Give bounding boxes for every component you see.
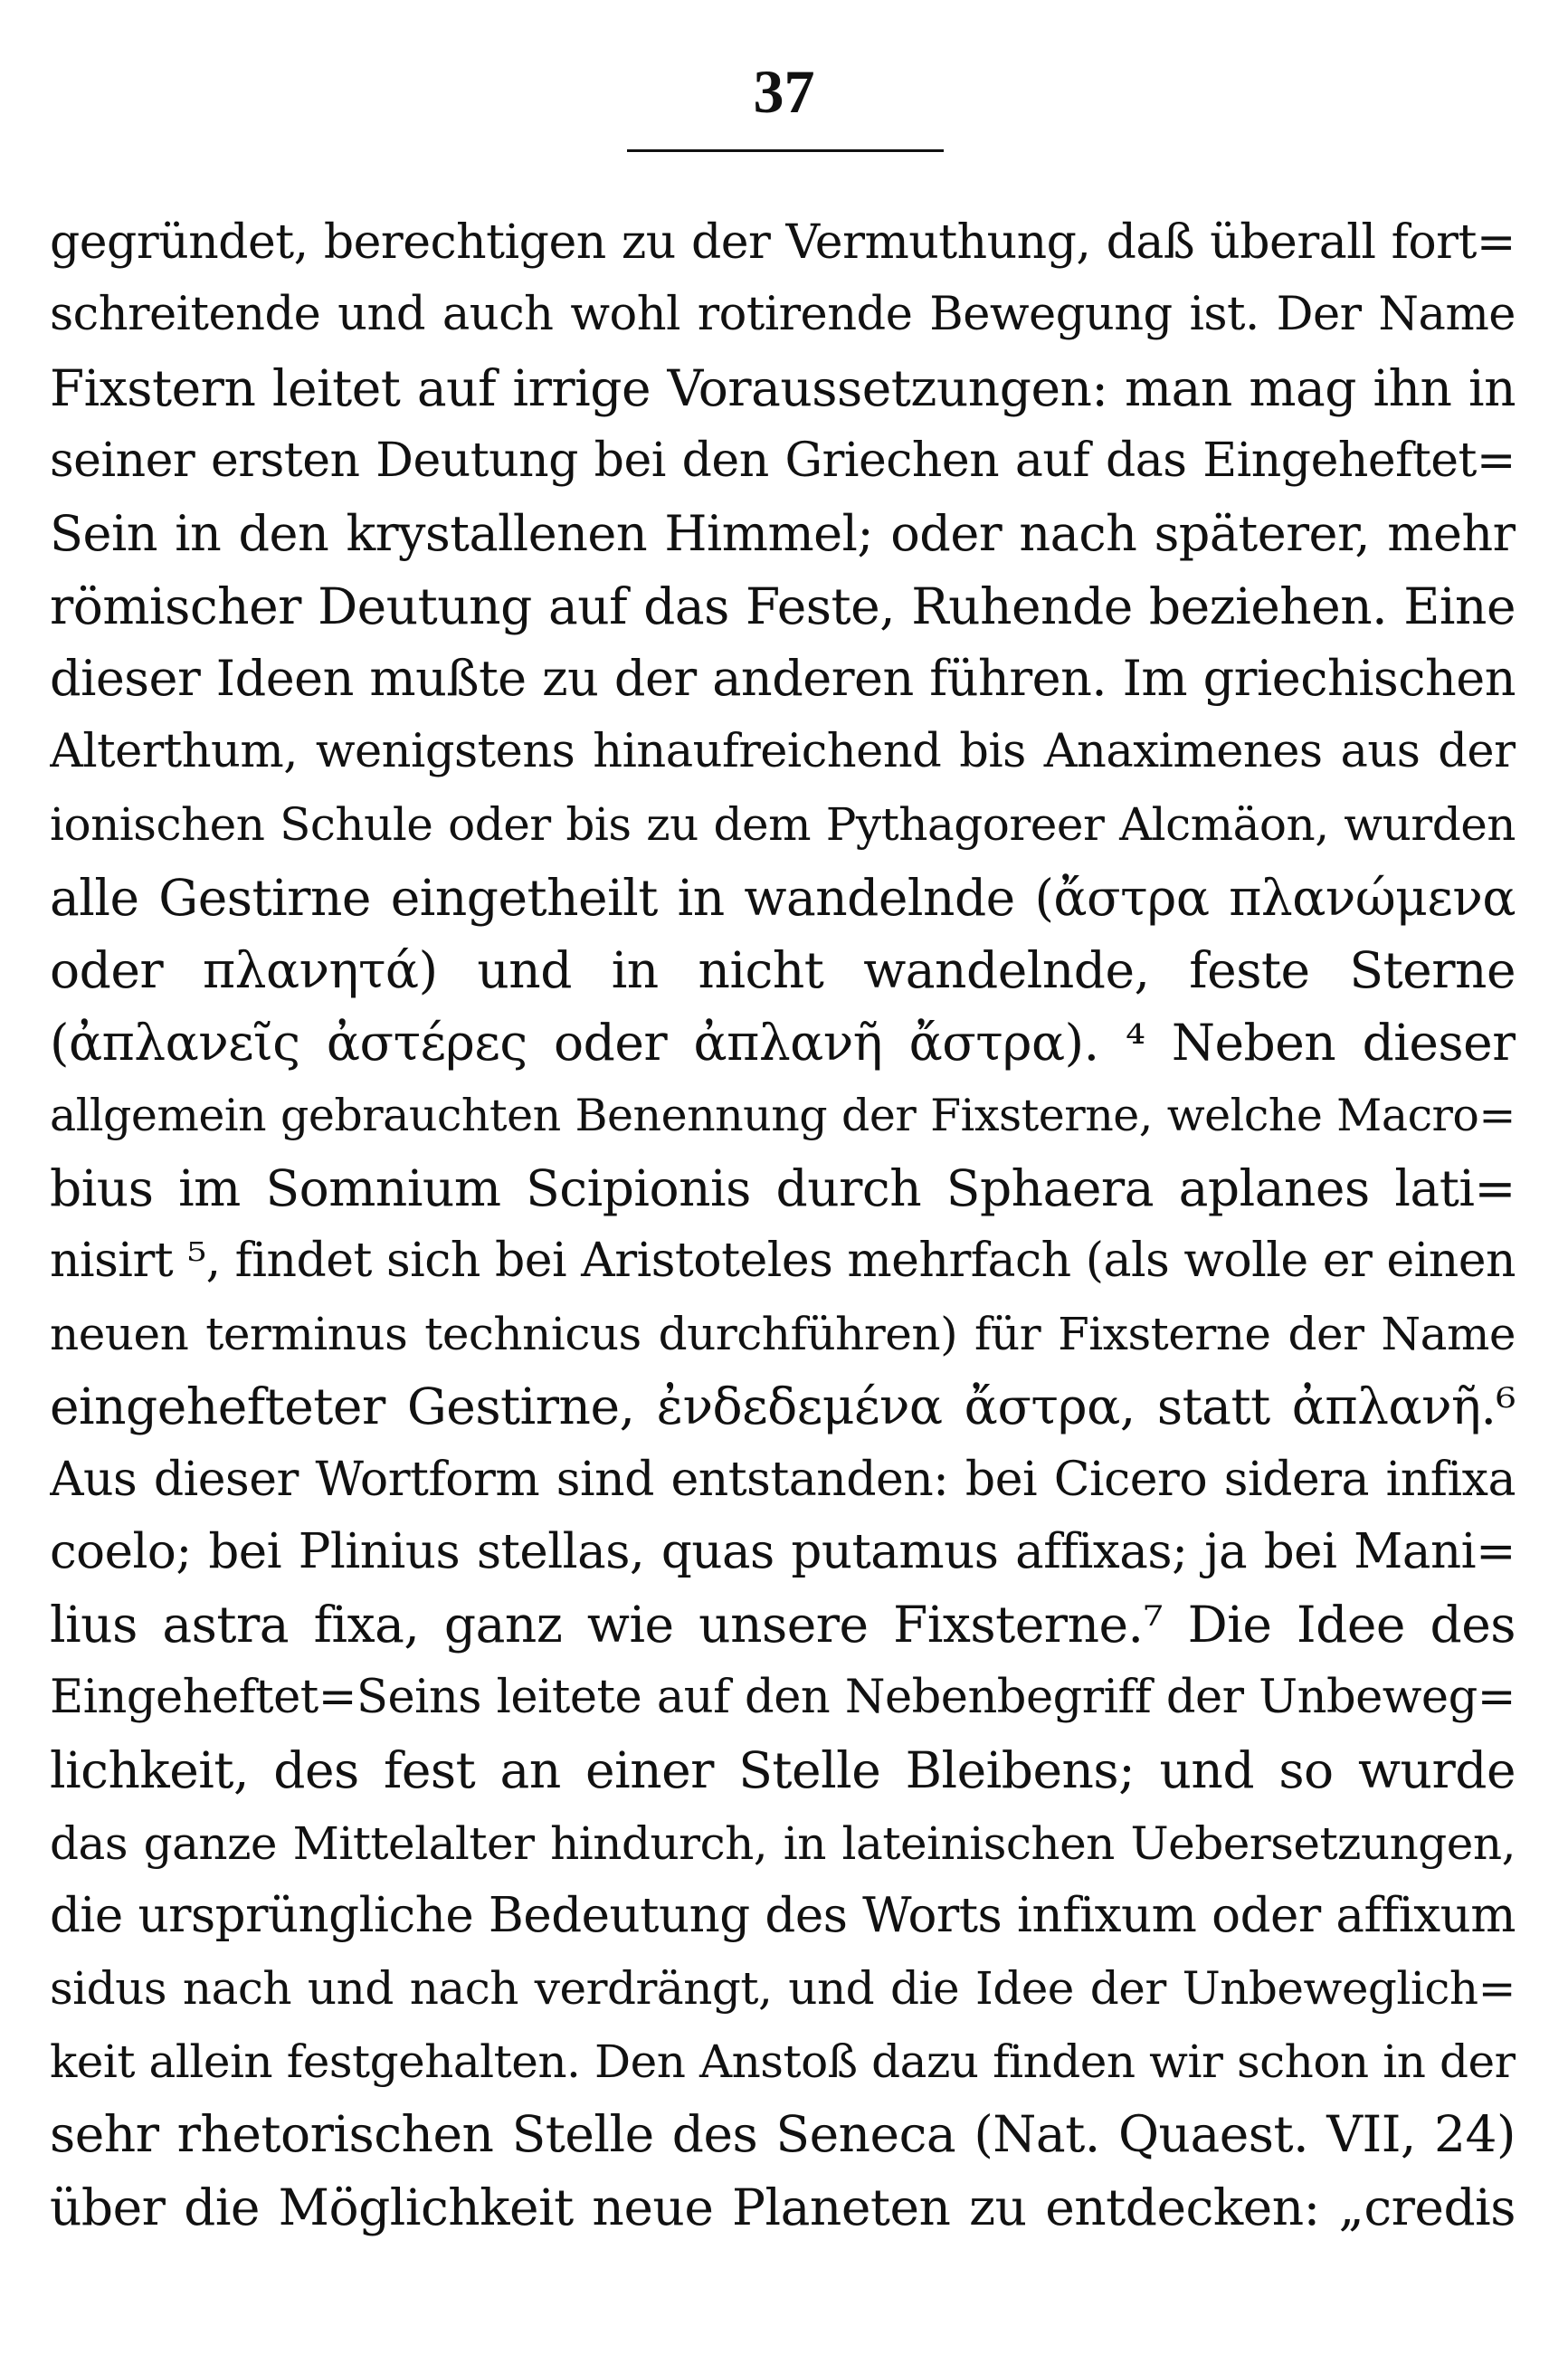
- text-line: bius im Somnium Scipionis durch Sphaera aplanes lati=: [50, 1159, 1516, 1218]
- text-line: Eingeheftet=Seins leitete auf den Nebenbegriff der Unbeweg=: [50, 1670, 1516, 1724]
- header-rule: [627, 149, 944, 152]
- text-line: ionischen Schule oder bis zu dem Pythagoreer Alcmäon, wurden: [50, 798, 1516, 852]
- text-line: (ἀπλανεῖς ἀστέρες oder ἀπλανῆ ἄστρα). ⁴ Neben dieser: [50, 1014, 1516, 1072]
- text-line: nisirt ⁵, findet sich bei Aristoteles mehrfach (als wolle er einen: [50, 1234, 1516, 1289]
- text-line: gegründet, berechtigen zu der Vermuthung, daß überall fort=: [50, 215, 1516, 270]
- text-line: römischer Deutung auf das Feste, Ruhende beziehen. Eine: [50, 577, 1516, 635]
- text-line: über die Möglichkeit neue Planeten zu entdecken: „credis: [50, 2178, 1516, 2236]
- text-line: coelo; bei Plinius stellas, quas putamus affixas; ja bei Mani=: [50, 1524, 1516, 1580]
- text-line: neuen terminus technicus durchführen) für Fixsterne der Name: [50, 1307, 1516, 1360]
- text-line: keit allein festgehalten. Den Anstoß dazu finden wir schon in der: [50, 2035, 1516, 2088]
- text-line: oder πλανητά) und in nicht wandelnde, feste Sterne: [50, 940, 1516, 999]
- text-line: seiner ersten Deutung bei den Griechen auf das Eingeheftet=: [50, 434, 1516, 489]
- text-line: eingehefteter Gestirne, ἐνδεδεμένα ἄστρα, statt ἀπλανῆ.⁶: [50, 1377, 1516, 1436]
- text-line: die ursprüngliche Bedeutung des Worts infixum oder affixum: [50, 1887, 1516, 1943]
- text-line: alle Gestirne eingetheilt in wandelnde (ἄστρα πλανώμενα: [50, 868, 1516, 927]
- text-line: Alterthum, wenigstens hinaufreichend bis Anaximenes aus der: [50, 724, 1516, 778]
- text-line: sehr rhetorischen Stelle des Seneca (Nat. Quaest. VII, 24): [50, 2105, 1516, 2164]
- text-line: sidus nach und nach verdrängt, und die Idee der Unbeweglich=: [50, 1962, 1516, 2016]
- page-number: 37: [753, 57, 815, 126]
- text-line: Sein in den krystallenen Himmel; oder nach späterer, mehr: [50, 504, 1516, 562]
- text-line: lichkeit, des fest an einer Stelle Bleibens; und so wurde: [50, 1741, 1516, 1800]
- text-line: dieser Ideen mußte zu der anderen führen. Im griechischen: [50, 650, 1516, 708]
- text-line: das ganze Mittelalter hindurch, in lateinischen Uebersetzungen,: [50, 1816, 1516, 1870]
- text-line: Fixstern leitet auf irrige Voraussetzungen: man mag ihn in: [50, 358, 1516, 417]
- text-line: lius astra fixa, ganz wie unsere Fixsterne.⁷ Die Idee des: [50, 1596, 1516, 1654]
- body-text: [50, 206, 1516, 2244]
- text-line: schreitende und auch wohl rotirende Bewegung ist. Der Name: [50, 288, 1516, 342]
- text-line: allgemein gebrauchten Benennung der Fixsterne, welche Macro=: [50, 1089, 1516, 1141]
- text-line: Aus dieser Wortform sind entstanden: bei Cicero sidera infixa: [50, 1452, 1516, 1507]
